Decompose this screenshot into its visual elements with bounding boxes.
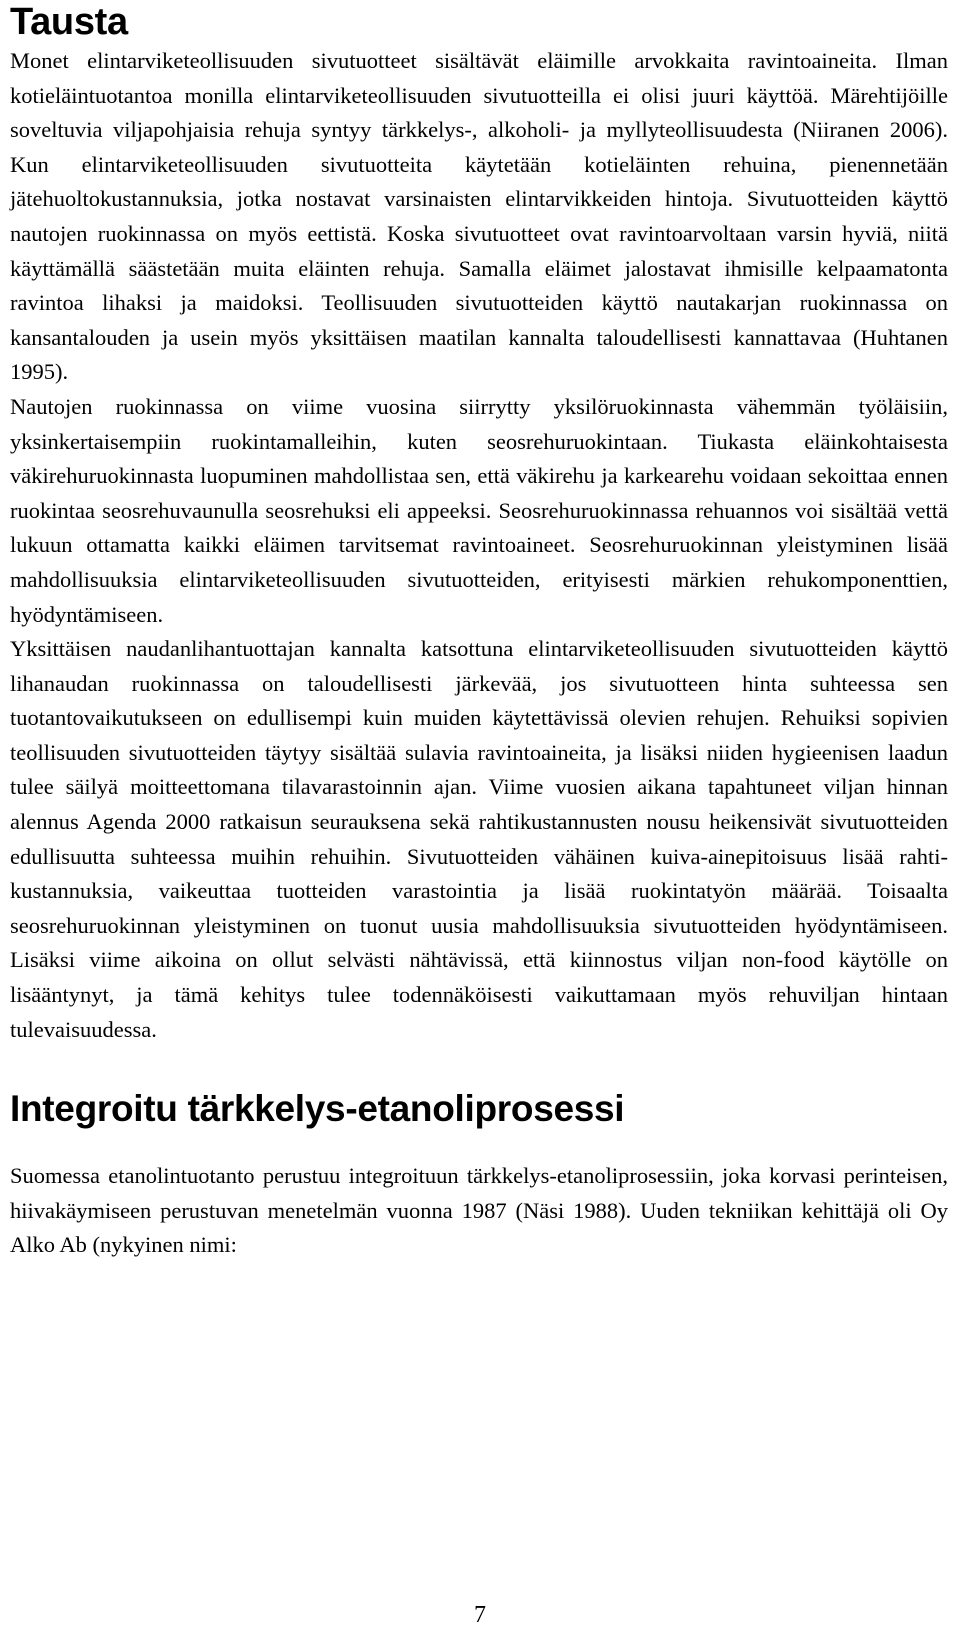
paragraph-3: Yksittäisen naudanlihantuottajan kannalta katsottuna elintarviketeollisuuden sivutuotteiden käyttö lihanaudan ruokinnassa on taloudellisesti järkevää, jos sivutuotteen hinta suhteessa sen tuotantovaikutukseen on edullisempi kuin muiden käytettävissä olevien rehujen. Rehuiksi sopivien teollisuuden sivutuotteiden täytyy sisältää sulavia ravintoaineita, ja lisäksi niiden hygieenisen laadun tulee säilyä moitteettomana tilavarastoinnin ajan. Viime vuosien aikana tapahtuneet viljan hinnan alennus Agenda 2000 ratkaisun seurauksena sekä rahtikustannusten nousu heikensivät sivutuotteiden edullisuutta suhteessa muihin rehuihin. Sivutuotteiden vähäinen kuiva-ainepitoisuus lisää rahtikustannuksia, vaikeuttaa tuotteiden varastointia ja lisää ruokintatyön määrää. Toisaalta seosrehuruokinnan yleistyminen on tuonut uusia mahdollisuuksia sivutuotteiden hyödyntämiseen. Lisäksi viime aikoina on ollut selvästi nähtävissä, että kiinnostus viljan non-food käytölle on lisääntynyt, ja tämä kehitys tulee todennäköisesti vaikuttamaan myös rehuviljan hintaan tulevaisuudessa.	[10, 636, 948, 1042]
paragraph-1: Monet elintarviketeollisuuden sivutuotteet sisältävät eläimille arvokkaita ravintoaineita. Ilman kotieläintuotantoa monilla elintarviketeollisuuden sivutuotteilla ei olisi juuri käyttöä. Märehtijöille soveltuvia viljapohjaisia rehuja syntyy tärkkelys-, alkoholi- ja myllyteollisuudesta (Niiranen 2006). Kun elintarviketeollisuuden sivutuotteita käytetään kotieläinten rehuina, pienennetään jätehuoltokustannuksia, jotka nostavat varsinaisten elintarvikkeiden hintoja. Sivutuotteiden käyttö nautojen ruokinnassa on myös eettistä. Koska sivutuotteet ovat ravintoarvoltaan varsin hyviä, niitä käyttämällä säästetään muita eläinten rehuja. Samalla eläimet jalostavat ihmisille kelpaamatonta ravintoa lihaksi ja maidoksi. Teollisuuden sivutuotteiden käyttö nautakarjan ruokinnassa on kansantalouden ja usein myös yksittäisen maatilan kannalta taloudellisesti kannattavaa (Huhtanen 1995).	[10, 48, 948, 385]
section-heading-integroitu: Integroitu tärkkelys-etanoliprosessi	[10, 1088, 625, 1130]
section-integroitu-prosessi	[10, 1087, 948, 1263]
section-tausta	[10, 0, 948, 1047]
paragraph-2: Nautojen ruokinnassa on viime vuosina siirrytty yksilöruokinnasta vähemmän työläisiin, yksinkertaisempiin ruokintamalleihin, kuten seosrehuruokintaan. Tiukasta eläinkohtaisesta väkirehuruokinnasta luopuminen mahdollistaa sen, että väkirehu ja karkearehu voidaan sekoittaa ennen ruokintaa seosrehuvaunulla seosrehuksi eli appeeksi. Seosrehuruokinnassa rehuannos voi sisältää vettä lukuun ottamatta kaikki eläimen tarvitsemat ravintoaineet. Seosrehuruokinnan yleistyminen lisää mahdollisuuksia elintarviketeollisuuden sivutuotteiden, erityisesti märkien rehukomponenttien, hyödyntämiseen.	[10, 393, 948, 627]
section-heading-tausta: Tausta	[10, 1, 128, 43]
document-page	[10, 0, 948, 1263]
page-number: 7	[474, 1602, 486, 1628]
paragraph-4: Suomessa etanolintuotanto perustuu integroituun tärkkelys-etanoliprosessiin, joka korvasi perinteisen, hiivakäymiseen perustuvan menetelmän vuonna 1987 (Näsi 1988). Uuden tekniikan kehittäjä oli Oy Alko Ab (nykyinen nimi:	[10, 1163, 948, 1258]
